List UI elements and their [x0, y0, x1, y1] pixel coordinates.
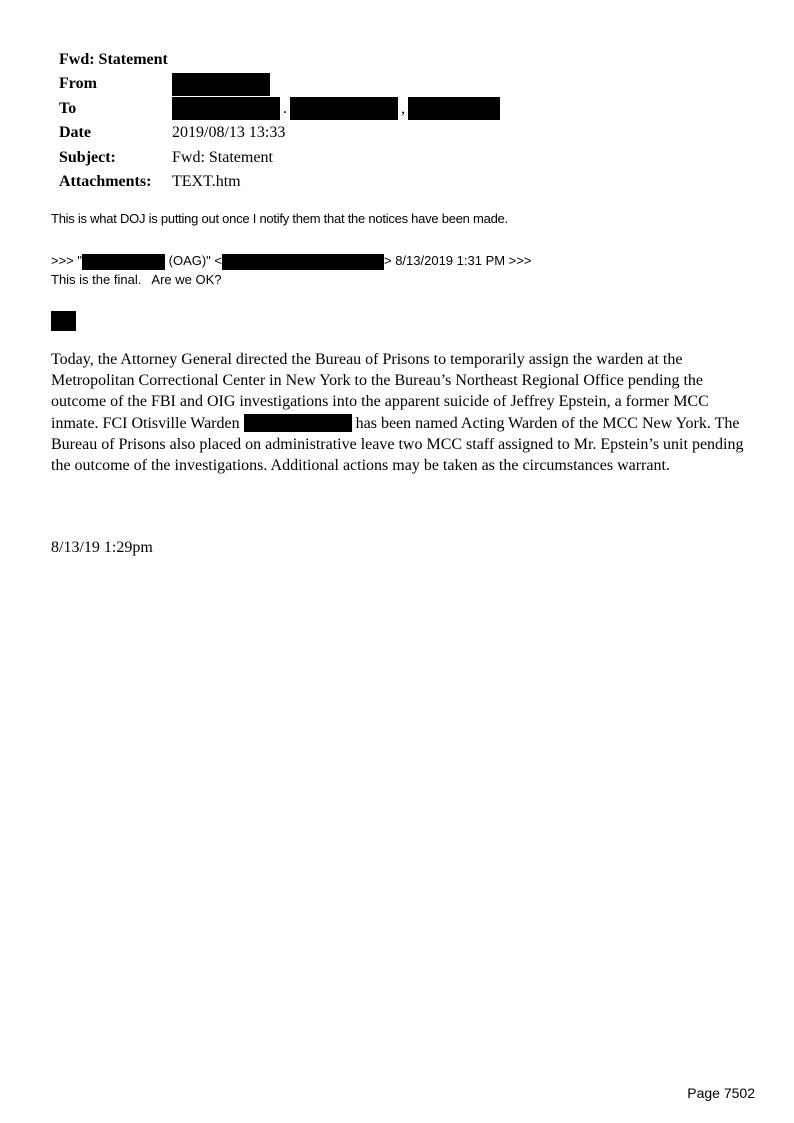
- subject-label: Subject:: [59, 148, 116, 166]
- statement-part-1: Today, the Attorney General directed the Bureau of Prisons to temporarily assign the warden at the Metropolitan Correctional Center in New York to the Bureau’s Northeast Regional Office pending the outcome of the FBI and OIG investigations into the apparent suicide of Jeffrey Epstein, a former MCC inmate. FCI Otisville Warden: [51, 351, 709, 432]
- from-row: [59, 72, 659, 97]
- forwarded-header: [51, 253, 531, 270]
- subject-value: Fwd: Statement: [172, 148, 273, 166]
- to-separator: ,: [401, 99, 405, 117]
- to-label: To: [59, 99, 77, 117]
- date-value: 2019/08/13 13:33: [172, 124, 286, 141]
- attachments-label: Attachments:: [59, 173, 152, 190]
- redaction-box: [172, 97, 280, 120]
- date-row: [59, 121, 659, 146]
- fwd-org: (OAG)" <: [165, 253, 222, 268]
- to-value: [172, 97, 500, 121]
- email-header: [59, 48, 659, 195]
- intro-message: This is what DOJ is putting out once I notify them that the notices have been made.: [51, 211, 508, 226]
- redaction-box: [244, 414, 352, 432]
- attachments-row: [59, 170, 659, 195]
- subject-row: [59, 146, 659, 171]
- redaction-box: [290, 97, 398, 120]
- date-label: Date: [59, 124, 91, 141]
- statement-date: 8/13/19 1:29pm: [51, 539, 153, 556]
- page-number: Page 7502: [687, 1085, 755, 1101]
- redaction-box: [222, 254, 384, 270]
- from-label: From: [59, 75, 97, 92]
- fwd-suffix: > 8/13/2019 1:31 PM >>>: [384, 253, 532, 268]
- from-value: [172, 72, 270, 96]
- attachment-file[interactable]: TEXT.htm: [172, 173, 241, 190]
- fwd-prefix: >>> ": [51, 253, 83, 268]
- redaction-box: [51, 311, 76, 331]
- forwarded-message: This is the final. Are we OK?: [51, 272, 222, 287]
- to-row: [59, 97, 659, 122]
- statement-body: [51, 349, 746, 476]
- redaction-box: [82, 254, 165, 270]
- to-separator: .: [283, 99, 287, 117]
- email-title: Fwd: Statement: [59, 51, 168, 68]
- redaction-box: [172, 73, 270, 96]
- redaction-box: [408, 97, 500, 120]
- statement-part-2: has been named Acting Warden of the MCC New York. The Bureau of Prisons also placed on administrative leave two MCC staff assigned to Mr. Epstein’s unit pending the outcome of the investigations. Additional actions may be taken as the circumstances warrant.: [51, 414, 744, 475]
